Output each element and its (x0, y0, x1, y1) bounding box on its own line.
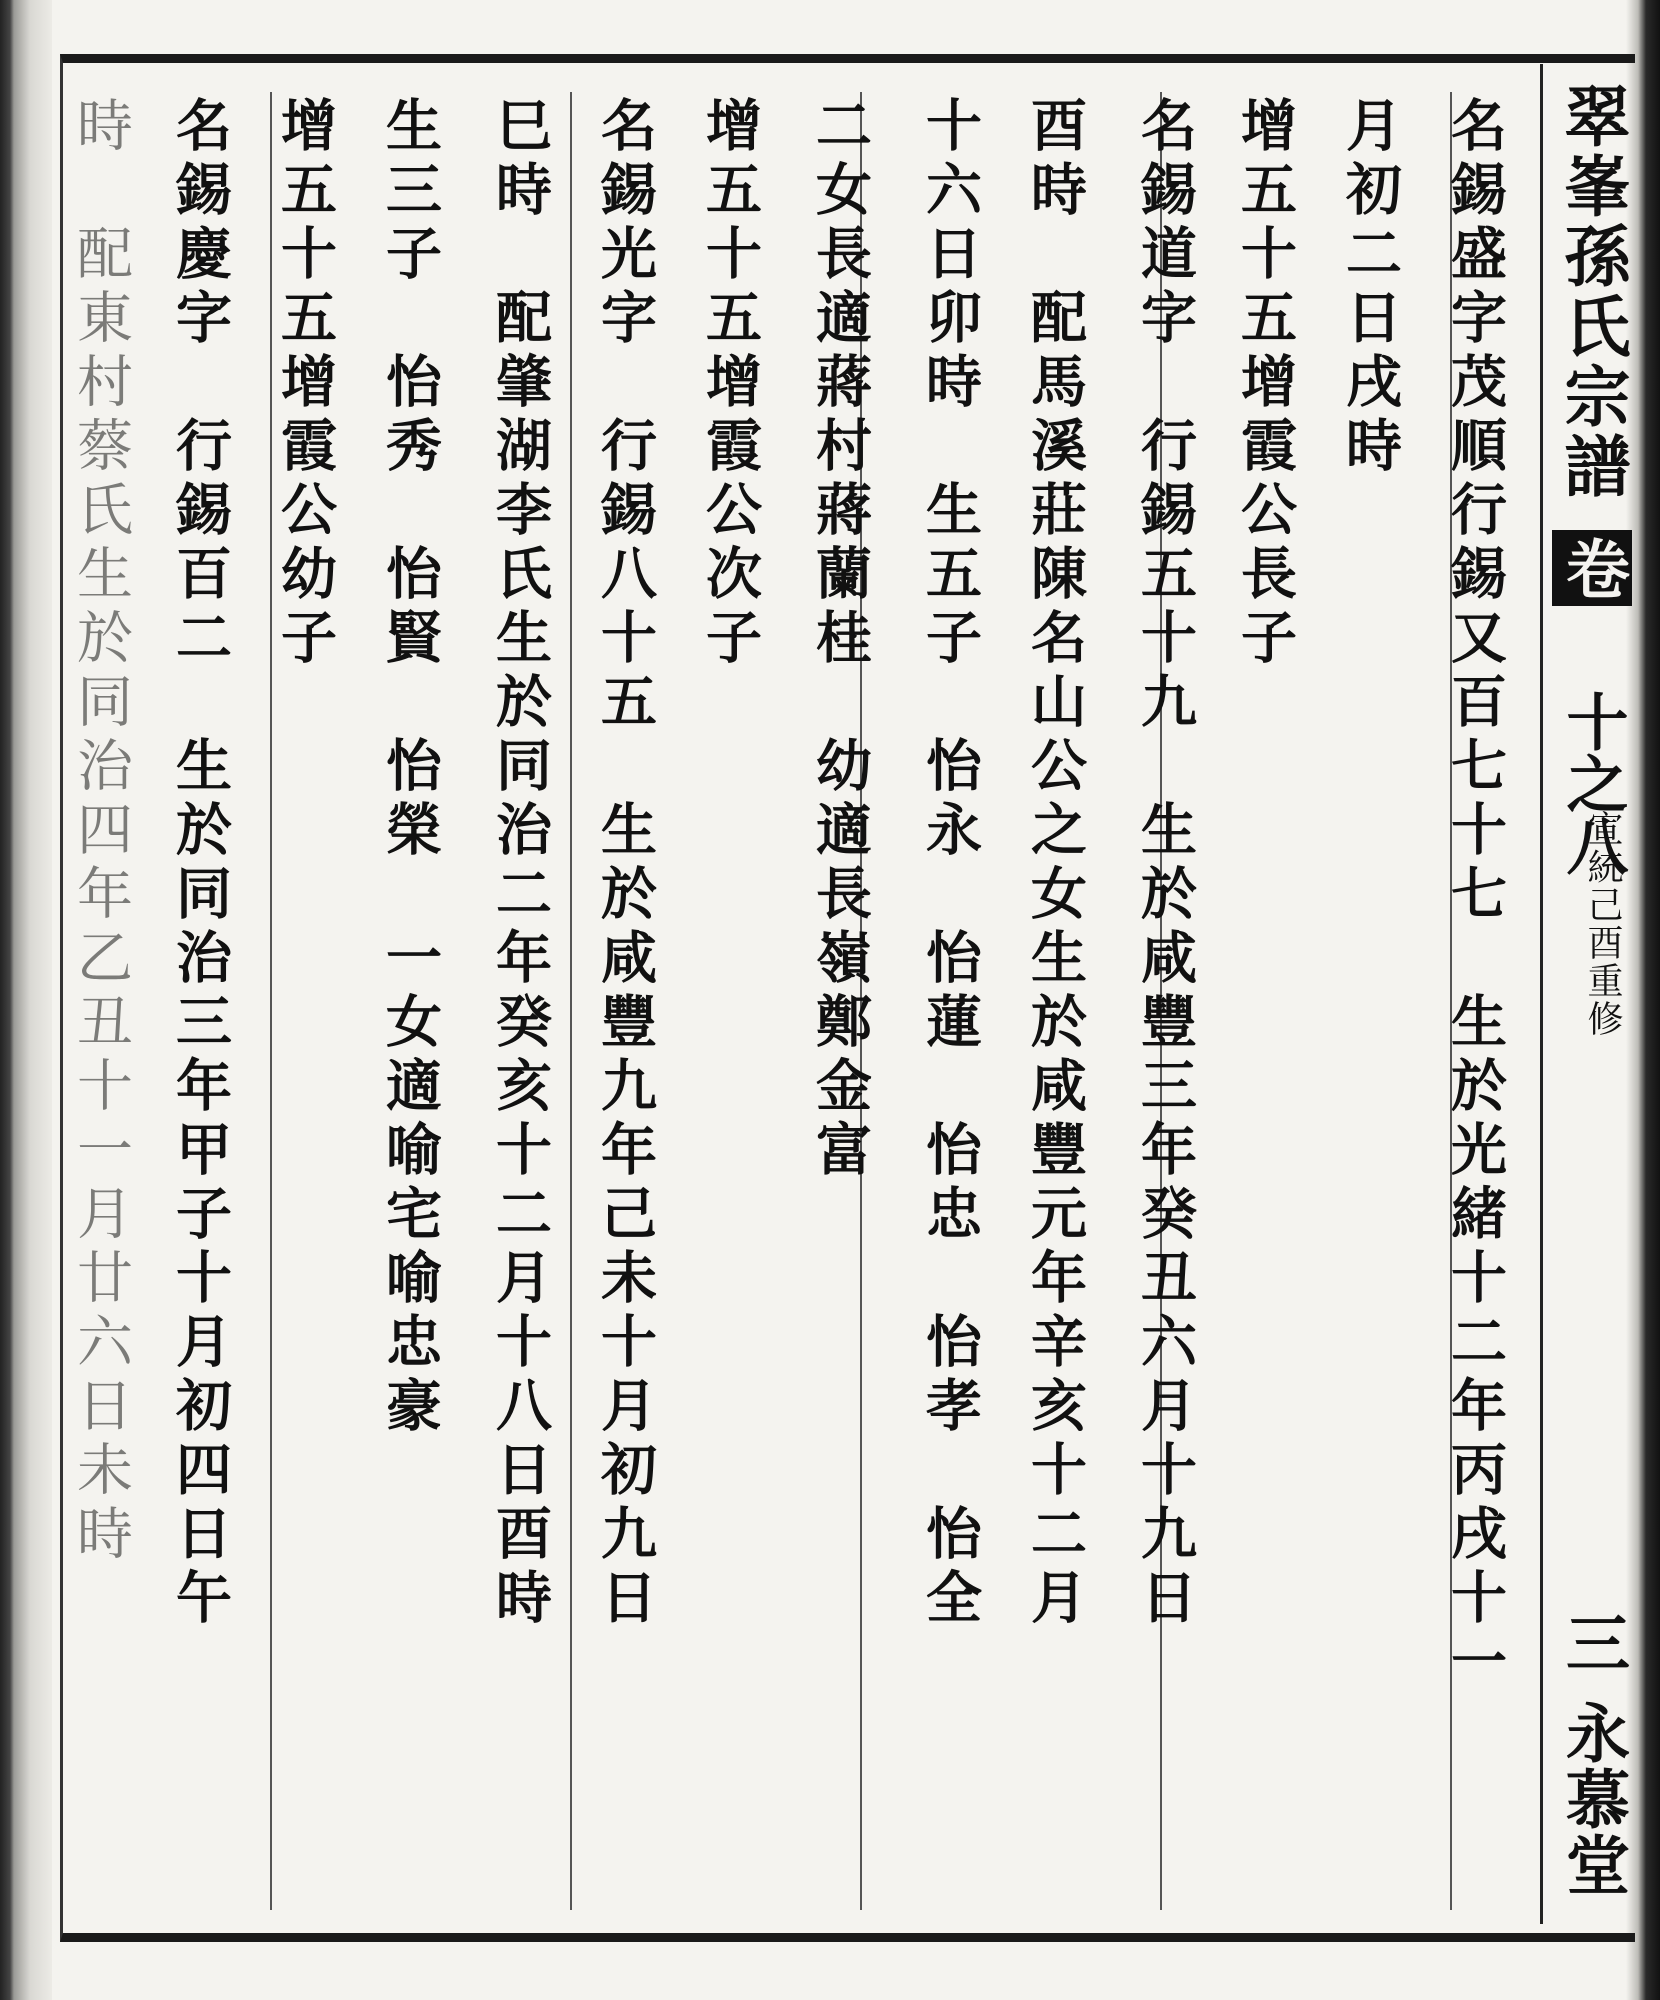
volume-mark: 卷 (1552, 530, 1632, 606)
page-number: 三 (1555, 1610, 1630, 1674)
text-column-14: 時 配東村蔡氏生於同治四年乙丑十一月廿六日未時 (68, 96, 133, 1568)
text-column-7: 二女長適蔣村蔣蘭桂 幼適長嶺鄭金富 (807, 96, 873, 1184)
edition-note: 宣統己酉重修 (1582, 810, 1623, 1038)
text-column-4: 名錫道字 行錫五十九 生於咸豐三年癸丑六月十九日 (1132, 96, 1198, 1632)
text-column-3: 增五十五增霞公長子 (1232, 96, 1298, 672)
text-column-9: 名錫光字 行錫八十五 生於咸豐九年己未十月初九日 (592, 96, 658, 1632)
text-column-10: 巳時 配肇湖李氏生於同治二年癸亥十二月十八日酉時 (487, 96, 553, 1632)
book-title: 翠峯孫氏宗譜 (1553, 82, 1631, 502)
text-column-1: 名錫盛字茂順行錫又百七十七 生於光緒十二年丙戌十一 (1442, 96, 1508, 1696)
column-ruling (570, 92, 572, 1910)
text-column-6: 十六日卯時 生五子 怡永 怡蓮 怡忠 怡孝 怡全 (917, 96, 983, 1632)
volume-number: 十之八 (1556, 690, 1629, 876)
text-column-13: 名錫慶字 行錫百二 生於同治三年甲子十月初四日午 (167, 96, 233, 1632)
scan-left-edge (0, 0, 52, 2000)
text-column-2: 月初二日戌時 (1337, 96, 1403, 480)
text-column-8: 增五十五增霞公次子 (697, 96, 763, 672)
text-column-12: 增五十五增霞公幼子 (272, 96, 338, 672)
hall-name: 永慕堂 (1555, 1700, 1630, 1898)
text-column-11: 生三子 怡秀 怡賢 怡榮 一女適喻宅喻忠豪 (377, 96, 443, 1440)
text-column-5: 酉時 配馬溪莊陳名山公之女生於咸豐元年辛亥十二月 (1022, 96, 1088, 1632)
